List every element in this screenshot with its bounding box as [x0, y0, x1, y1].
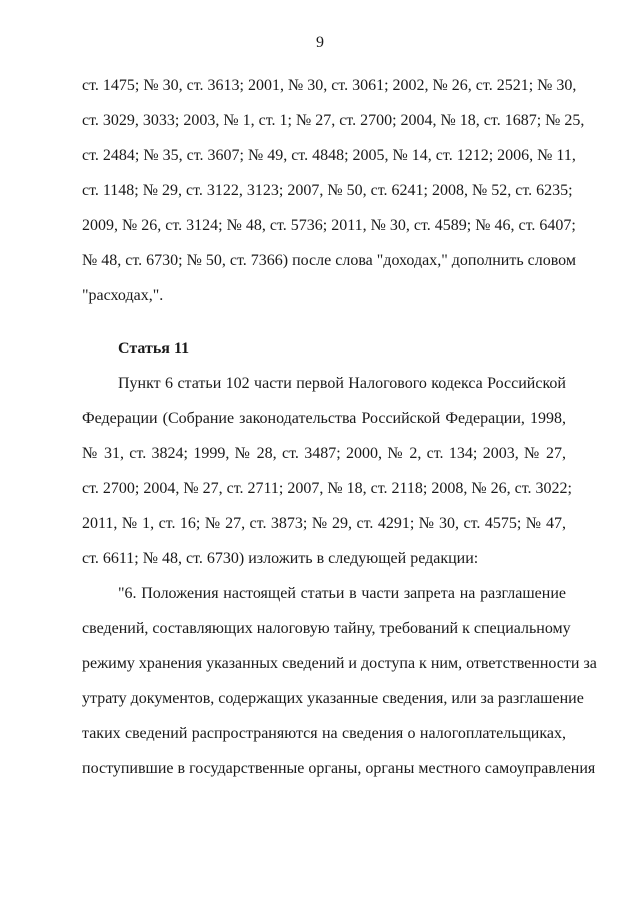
text-line: № 48, ст. 6730; № 50, ст. 7366) после слова "доходах," дополнить словом: [82, 252, 576, 269]
text-line: утрату документов, содержащих указанные сведения, или за разглашение: [82, 690, 584, 707]
text-line: ст. 2700; 2004, № 27, ст. 2711; 2007, № 18, ст. 2118; 2008, № 26, ст. 3022;: [82, 480, 572, 497]
text-line: ст. 1148; № 29, ст. 3122, 3123; 2007, № 50, ст. 6241; 2008, № 52, ст. 6235;: [82, 182, 573, 199]
text-line: поступившие в государственные органы, органы местного самоуправления: [82, 760, 596, 777]
text-line: ст. 2484; № 35, ст. 3607; № 49, ст. 4848; 2005, № 14, ст. 1212; 2006, № 11,: [82, 147, 576, 164]
article-heading: Статья 11: [118, 340, 190, 357]
text-line: режиму хранения указанных сведений и доступа к ним, ответственности за: [82, 655, 597, 672]
text-line: Пункт 6 статьи 102 части первой Налогового кодекса Российской: [118, 375, 566, 392]
text-line: "расходах,".: [82, 287, 164, 304]
text-line: № 31, ст. 3824; 1999, № 28, ст. 3487; 2000, № 2, ст. 134; 2003, № 27,: [82, 445, 566, 462]
text-line: 2009, № 26, ст. 3124; № 48, ст. 5736; 2011, № 30, ст. 4589; № 46, ст. 6407;: [82, 217, 576, 234]
text-line: ст. 1475; № 30, ст. 3613; 2001, № 30, ст. 3061; 2002, № 26, ст. 2521; № 30,: [82, 77, 577, 94]
text-line: сведений, составляющих налоговую тайну, требований к специальному: [82, 620, 571, 637]
text-line: ст. 3029, 3033; 2003, № 1, ст. 1; № 27, ст. 2700; 2004, № 18, ст. 1687; № 25,: [82, 112, 585, 129]
page-number: 9: [316, 34, 324, 51]
text-line: таких сведений распространяются на сведения о налогоплательщиках,: [82, 725, 566, 742]
text-line: "6. Положения настоящей статьи в части запрета на разглашение: [118, 585, 566, 602]
text-line: ст. 6611; № 48, ст. 6730) изложить в следующей редакции:: [82, 550, 479, 567]
text-line: Федерации (Собрание законодательства Российской Федерации, 1998,: [82, 410, 566, 427]
text-line: 2011, № 1, ст. 16; № 27, ст. 3873; № 29, ст. 4291; № 30, ст. 4575; № 47,: [82, 515, 566, 532]
